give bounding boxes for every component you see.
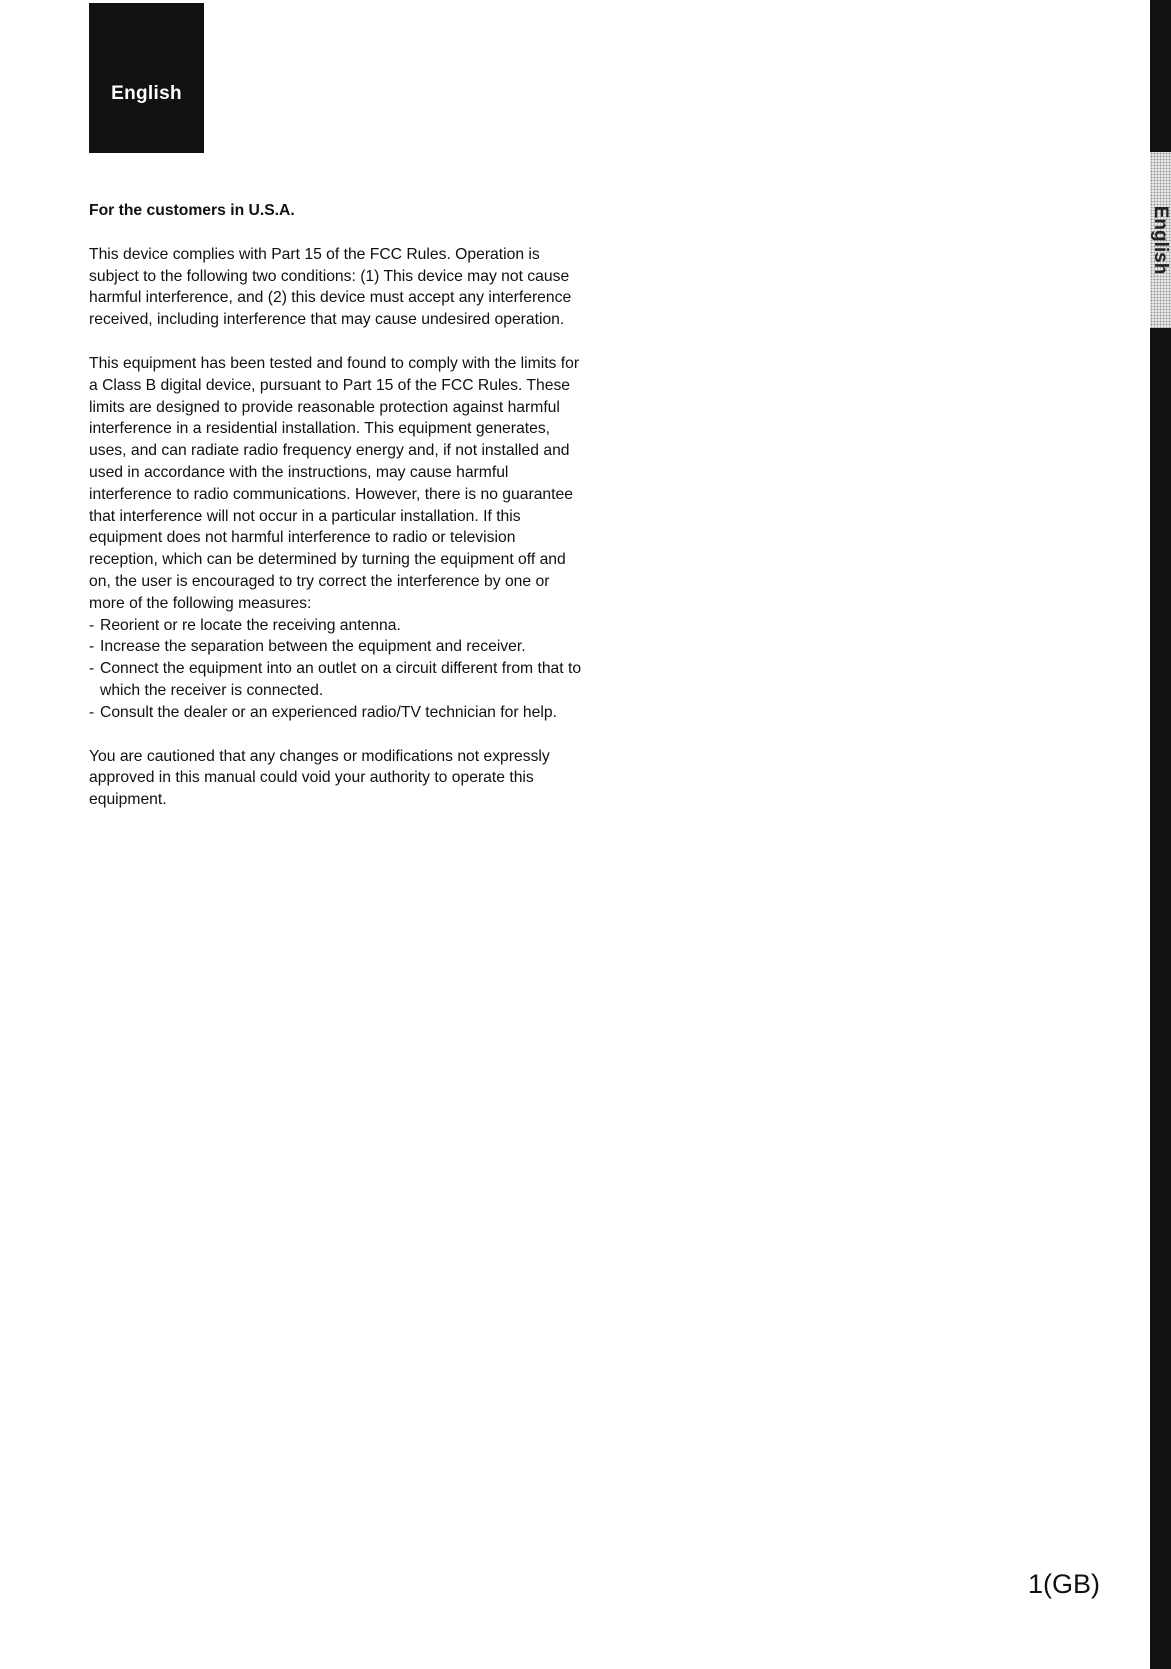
compliance-paragraph: This device complies with Part 15 of the FCC Rules. Operation is subject to the following two conditions: (1) This device may not cause harmful interference, and (2) this device must accept any interference received, including interference that may cause undesired operation. xyxy=(89,245,572,329)
caution-paragraph: You are cautioned that any changes or modifications not expressly approved in this manual could void your authority to operate this equipment. xyxy=(89,747,550,809)
fcc-notice-section xyxy=(89,200,584,833)
list-item: - Connect the equipment into an outlet on a circuit different from that to which the receiver is connected. xyxy=(89,658,584,702)
language-tab-label: English xyxy=(111,83,182,104)
page-number: 1(GB) xyxy=(1028,1569,1101,1599)
list-item: - Increase the separation between the equipment and receiver. xyxy=(89,636,584,658)
list-item: - Consult the dealer or an experienced radio/TV technician for help. xyxy=(89,702,584,724)
language-tab xyxy=(89,3,204,153)
list-item: - Reorient or re locate the receiving antenna. xyxy=(89,615,584,637)
side-tab-label: English xyxy=(1150,205,1171,275)
section-heading: For the customers in U.S.A. xyxy=(89,202,295,219)
class-b-paragraph: This equipment has been tested and found to comply with the limits for a Class B digital device, pursuant to Part 15 of the FCC Rules. These limits are designed to provide reasonable protection against harmful interference in a residential installation. This equipment generates, uses, and can radiate radio frequency energy and, if not installed and used in accordance with the instructions, may cause harmful interference to radio communications. However, there is no guarantee that interference will not occur in a particular installation. If this equipment does not harmful interference to radio or television reception, which can be determined by turning the equipment off and on, the user is encouraged to try correct the interference by one or more of the following measures: xyxy=(89,354,580,612)
measures-list xyxy=(89,615,584,724)
